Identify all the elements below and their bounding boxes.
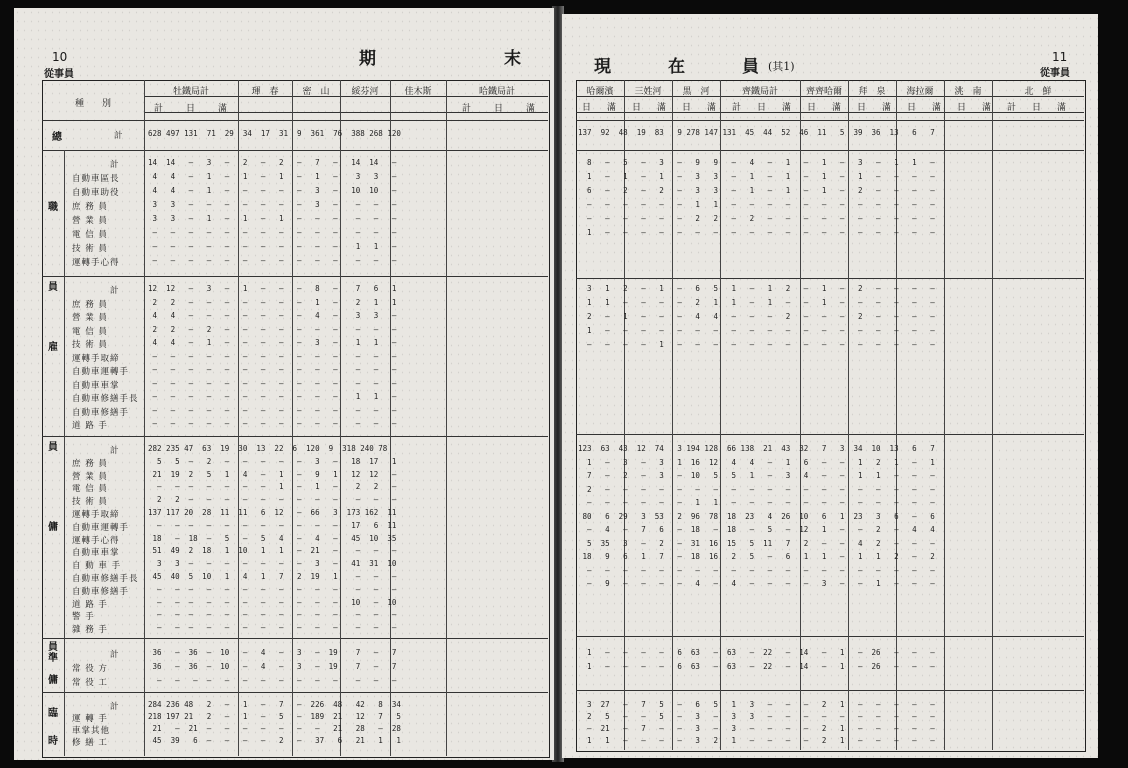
col-header: 北 鮮 xyxy=(1024,87,1052,97)
row-label: 計 xyxy=(114,131,124,141)
title-char: 員 xyxy=(742,57,761,77)
right-page xyxy=(562,14,1098,758)
row-label: 自動車車掌 xyxy=(72,548,120,559)
table-row: 282 235 47 63 19 30 13 22 6 120 9 318 240 78 xyxy=(148,444,388,453)
table-row: 1 — — — — 6 63 — 63 — 22 — 14 — 1 — 26 — — — xyxy=(578,662,935,671)
table-row: 21 — 21 — — — — — — — 21 28 — 28 xyxy=(148,724,401,733)
section-label: 職員 xyxy=(48,202,58,293)
table-row: — — — — 1 — — — — — — — — — — — — — — — xyxy=(578,340,935,349)
table-row: 628 497 131 71 29 34 17 31 9 361 76 388 268 120 xyxy=(148,129,401,138)
sub-header: 滿 xyxy=(982,103,992,113)
sub-header: 滿 xyxy=(1057,103,1067,113)
row-label: 自動車修繕手 xyxy=(72,407,130,418)
table-row: 12 12 — 3 — 1 — — — 8 — 7 6 1 xyxy=(148,284,397,293)
row-label: 計 xyxy=(110,650,120,660)
sub-header: 日 xyxy=(682,103,692,113)
table-row: 18 9 6 1 7 — 18 16 2 5 — 6 1 1 — 1 1 2 — 2 xyxy=(578,552,935,561)
row-label: 計 xyxy=(110,286,120,296)
table-row: 3 27 — 7 5 — 6 5 1 3 — — — 2 1 — — — — — xyxy=(578,700,935,709)
table-row: — 9 — — — — 4 — 4 — — — — 3 — — 1 — — — xyxy=(578,579,935,588)
col-header: 琿 春 xyxy=(251,87,279,97)
sub-header: 滿 xyxy=(882,103,892,113)
table-row: 14 14 — 3 — 2 — 2 — 7 — 14 14 — xyxy=(148,158,397,167)
table-row: 1 — — — — 6 63 — 63 — 22 — 14 — 1 — 26 — — — xyxy=(578,648,935,657)
table-row: — — — — — — — — — — — — — — xyxy=(148,419,397,428)
table-row: 2 — 1 — — — 4 4 — — — 2 — — — 2 — — — — xyxy=(578,312,935,321)
col-header: 齊鐵局計 xyxy=(741,87,778,97)
table-row: — — — — — — — — — — — 10 — 10 xyxy=(148,597,397,607)
table-row: — 21 — 7 — — 3 — 3 — — — — 2 1 — — — — — xyxy=(578,724,935,733)
table-row: 2 2 — — — — — — — — — — — — xyxy=(148,495,397,505)
row-label: 車掌其他 xyxy=(72,726,111,736)
row-label: 常 役 工 xyxy=(72,678,108,688)
table-row: 3 3 — — — — — — — 3 — — — — xyxy=(148,200,397,209)
table-row: — — — — — — 1 1 — — — — — — — — — — — — xyxy=(578,200,935,209)
table-row: — — — — — — — — — — — 1 1 — xyxy=(148,242,397,251)
section-label: 總 xyxy=(52,132,62,143)
sub-header: 日 xyxy=(957,103,967,113)
table-row: 4 4 — — — — — — — 4 — 3 3 — xyxy=(148,311,397,320)
row-label: 運 轉 手 xyxy=(72,714,108,724)
row-label: 自動車車掌 xyxy=(72,380,120,391)
row-label: 電 信 員 xyxy=(72,484,108,495)
sub-header: 滿 xyxy=(607,103,617,113)
row-label: 修 繕 工 xyxy=(72,738,108,748)
table-row: 1 1 — — — — 3 2 1 — — — — 2 1 — — — — — xyxy=(578,736,935,745)
row-label: 自動車運轉手 xyxy=(72,522,130,533)
table-row: — — — — — — 2 2 — 2 — — — — — — — — — — xyxy=(578,214,935,223)
table-row: — — — — — — — — — — — — — — xyxy=(148,378,397,388)
sub-header: 滿 xyxy=(218,104,228,114)
page-tag: 從事員 xyxy=(1040,68,1070,79)
table-row: 4 4 — 1 — 1 — 1 — 1 — 3 3 — xyxy=(148,172,397,181)
table-row: — — — — — — — — — — — — — — xyxy=(148,405,397,415)
table-row: 284 236 48 2 — 1 — 7 — 226 48 42 8 34 xyxy=(148,700,401,709)
sub-header: 滿 xyxy=(832,103,842,113)
row-label: 警 手 xyxy=(72,612,95,623)
table-row: 123 63 43 12 74 3 194 128 66 138 21 43 32 7 3 34 10 13 6 7 xyxy=(578,444,935,453)
sub-header: 日 xyxy=(1032,103,1042,113)
left-page xyxy=(14,8,554,760)
col-header: 佳木斯 xyxy=(404,87,432,97)
table-row: 5 5 — 2 — — — — — 3 — 18 17 1 xyxy=(148,456,397,466)
title-char: 現 xyxy=(594,57,613,77)
row-label: 庶 務 員 xyxy=(72,299,108,310)
row-label: 電 信 員 xyxy=(72,326,108,337)
table-row: — — — — — — — — — — — — — — xyxy=(148,351,397,361)
title-char: 期 xyxy=(359,49,378,69)
table-row: 2 2 — — — — — — — 1 — 2 1 1 xyxy=(148,297,397,307)
sub-header: 滿 xyxy=(782,103,792,113)
row-label: 計 xyxy=(110,160,120,170)
table-row: — — — — — — — — — — — — — — xyxy=(148,676,397,685)
table-row: 21 19 2 5 1 4 — 1 — 9 1 12 12 — xyxy=(148,469,397,479)
subtitle: (其1) xyxy=(768,60,795,73)
table-row: 6 — 2 — 2 — 3 3 — 1 — 1 — 1 — 2 — — — — xyxy=(578,186,935,195)
table-row: 137 92 48 19 83 9 278 147 131 45 44 52 46 11 5 39 36 13 6 7 xyxy=(578,128,935,137)
page-tag: 從事員 xyxy=(44,69,74,80)
page-number: 10 xyxy=(52,50,68,64)
row-label: 計 xyxy=(110,446,120,456)
table-row: 1 — — — — — — — — — — — — — — — — — — — xyxy=(578,228,935,237)
sub-header: 計 xyxy=(732,103,742,113)
table-row: 36 — 36 — 10 — 4 — 3 — 19 7 — 7 xyxy=(148,662,397,671)
table-row: 4 4 — 1 — — — — — 3 — 10 10 — xyxy=(148,186,397,195)
table-row: 5 35 3 — 2 — 31 16 15 5 11 7 2 — — 4 2 — — — xyxy=(578,538,935,548)
table-row: 3 1 2 — 1 — 6 5 1 — 1 2 — 1 — 2 — — — — xyxy=(578,284,935,293)
table-row: 8 — 5 — 3 — 9 9 — 4 — 1 — 1 — 3 — 1 1 — xyxy=(578,158,935,167)
table-row: — — — — — — — 1 — 1 — 2 2 — xyxy=(148,482,397,492)
table-row: 18 — 18 — 5 — 5 4 — 4 — 45 10 35 xyxy=(148,533,397,543)
col-header: 黒 河 xyxy=(682,87,710,97)
row-label: 道 路 手 xyxy=(72,599,108,610)
row-label: 常 役 方 xyxy=(72,664,108,674)
table-row: 4 4 — 1 — — — — — 3 — 1 1 — xyxy=(148,338,397,347)
table-row: — — — — — — — — — — — — — — xyxy=(148,623,397,633)
table-row: 137 117 20 28 11 11 6 12 — 66 3 173 162 11 xyxy=(148,508,397,517)
table-row: 3 3 — 1 — 1 — 1 — — — — — — xyxy=(148,214,397,223)
section-label: 傭員 xyxy=(48,522,58,653)
sub-header: 滿 xyxy=(932,103,942,113)
table-row: 51 49 2 18 1 10 1 1 — 21 — — — — xyxy=(148,546,397,556)
table-row: 2 2 — 2 — — — — — — — — — — xyxy=(148,324,397,334)
section-label: 臨時 xyxy=(48,708,58,747)
row-label: 自動車運轉手 xyxy=(72,367,130,377)
row-label: 技 術 員 xyxy=(72,497,108,508)
sub-header: 日 xyxy=(757,103,767,113)
row-label: 運轉手取締 xyxy=(72,353,120,364)
table-row: — — — — — — — — — — — — — — xyxy=(148,228,397,237)
row-label: 技 術 員 xyxy=(72,244,108,254)
col-header: 密 山 xyxy=(302,87,330,97)
row-label: 自動車區長 xyxy=(72,174,120,184)
row-label: 道 路 手 xyxy=(72,421,108,431)
table-row: 2 — — — — — — — — — — — — — — — — — — — xyxy=(578,484,935,494)
row-label: 自 動 車 手 xyxy=(72,561,122,572)
table-row: — — — — — — — — — — — 17 6 11 xyxy=(148,520,397,530)
row-label: 自動車修繕手 xyxy=(72,586,130,597)
row-label: 自動車修繕手長 xyxy=(72,394,139,404)
table-row: — — — — — — — — — — — — — — xyxy=(148,584,397,594)
sub-header: 日 xyxy=(857,103,867,113)
col-header: 哈鐵局計 xyxy=(478,87,515,97)
table-row: 1 — — — — — — — — — — — — — — — — — — — xyxy=(578,326,935,335)
sub-header: 滿 xyxy=(707,103,717,113)
sub-header: 計 xyxy=(154,104,164,114)
col-header: 海拉爾 xyxy=(906,87,934,97)
row-label: 計 xyxy=(110,702,120,712)
table-row: 1 1 — — — — 2 1 1 — 1 — — 1 — — — — — — xyxy=(578,298,935,307)
sub-header: 滿 xyxy=(526,104,536,114)
table-row: 36 — 36 — 10 — 4 — 3 — 19 7 — 7 xyxy=(148,648,397,657)
table-row: 3 3 — — — — — — — 3 — 41 31 10 xyxy=(148,559,397,569)
row-label: 運轉手心得 xyxy=(72,258,120,268)
col-header: 綏芬河 xyxy=(351,87,379,97)
table-row: — 4 — 7 6 — 18 — 18 — 5 — 12 1 — — 2 — 4 4 xyxy=(578,525,935,534)
row-label: 自動車助役 xyxy=(72,188,120,198)
sub-header: 日 xyxy=(494,104,504,114)
row-label: 營 業 員 xyxy=(72,216,108,226)
row-label: 運轉手心得 xyxy=(72,535,120,546)
row-label: 技 術 員 xyxy=(72,340,108,350)
sub-header: 計 xyxy=(462,104,472,114)
row-label: 電 信 員 xyxy=(72,230,108,240)
table-row: 1 — 1 — 1 — 3 3 — 1 — 1 — 1 — 1 — — — — xyxy=(578,172,935,181)
page-number: 11 xyxy=(1052,50,1068,64)
col-header: 三姓河 xyxy=(634,87,662,97)
sub-header: 滿 xyxy=(657,103,667,113)
sub-header: 計 xyxy=(1007,103,1017,113)
table-row: — — — — — — — — — — — 1 1 — xyxy=(148,392,397,401)
table-row: — — — — — — — — — — — — — — xyxy=(148,610,397,620)
row-label: 運轉手取締 xyxy=(72,510,120,520)
sub-header: 日 xyxy=(632,103,642,113)
sub-header: 日 xyxy=(186,104,196,114)
row-label: 庶 務 員 xyxy=(72,458,108,469)
row-label: 雜 務 手 xyxy=(72,625,108,636)
title-char: 末 xyxy=(504,49,523,69)
table-row: — — — — — — — — — — — — — — xyxy=(148,365,397,374)
table-row: — — — — — — — — — — — — — — — — — — — — xyxy=(578,565,935,575)
row-label: 自動車修繕手長 xyxy=(72,574,139,584)
title-char: 在 xyxy=(668,57,687,77)
col-header: 哈爾濱 xyxy=(586,87,614,97)
col-header: 牡鐵局計 xyxy=(172,87,209,97)
table-row: 45 40 5 10 1 4 1 7 2 19 1 — — — xyxy=(148,572,397,581)
col-header: 齊齊哈爾 xyxy=(805,87,842,97)
col-header: 拜 泉 xyxy=(858,87,886,97)
table-row: — — — — — — — — — — — — — — xyxy=(148,256,397,265)
sub-header: 日 xyxy=(582,103,592,113)
table-row: 2 5 — — 5 — 3 — 3 3 — — — — — — — — — — xyxy=(578,712,935,721)
row-label: 營 業 員 xyxy=(72,471,108,482)
table-row: 80 6 29 3 53 2 96 78 18 23 4 26 10 6 1 23 3 6 — 6 xyxy=(578,511,935,521)
row-label: 營 業 員 xyxy=(72,313,108,323)
section-label: 準傭 xyxy=(48,653,58,686)
corner-header: 種 別 xyxy=(74,99,111,109)
table-row: 218 197 21 2 — 1 — 5 — 189 21 12 7 5 xyxy=(148,712,401,721)
row-label: 庶 務 員 xyxy=(72,202,108,212)
table-row: 7 — 2 — 3 — 10 5 5 1 — 3 4 — — 1 1 — — — xyxy=(578,471,935,480)
sub-header: 日 xyxy=(807,103,817,113)
table-row: — — — — — — 1 1 — — — — — — — — — — — — xyxy=(578,498,935,507)
sub-header: 日 xyxy=(907,103,917,113)
section-label: 雇員 xyxy=(48,342,58,453)
table-row: 45 39 6 — — — — 2 — 37 6 21 1 1 xyxy=(148,736,401,745)
col-header: 洮 南 xyxy=(954,87,982,97)
table-row: 1 — 3 — 3 1 16 12 4 4 — 1 6 — — 1 2 1 — 1 xyxy=(578,457,935,467)
